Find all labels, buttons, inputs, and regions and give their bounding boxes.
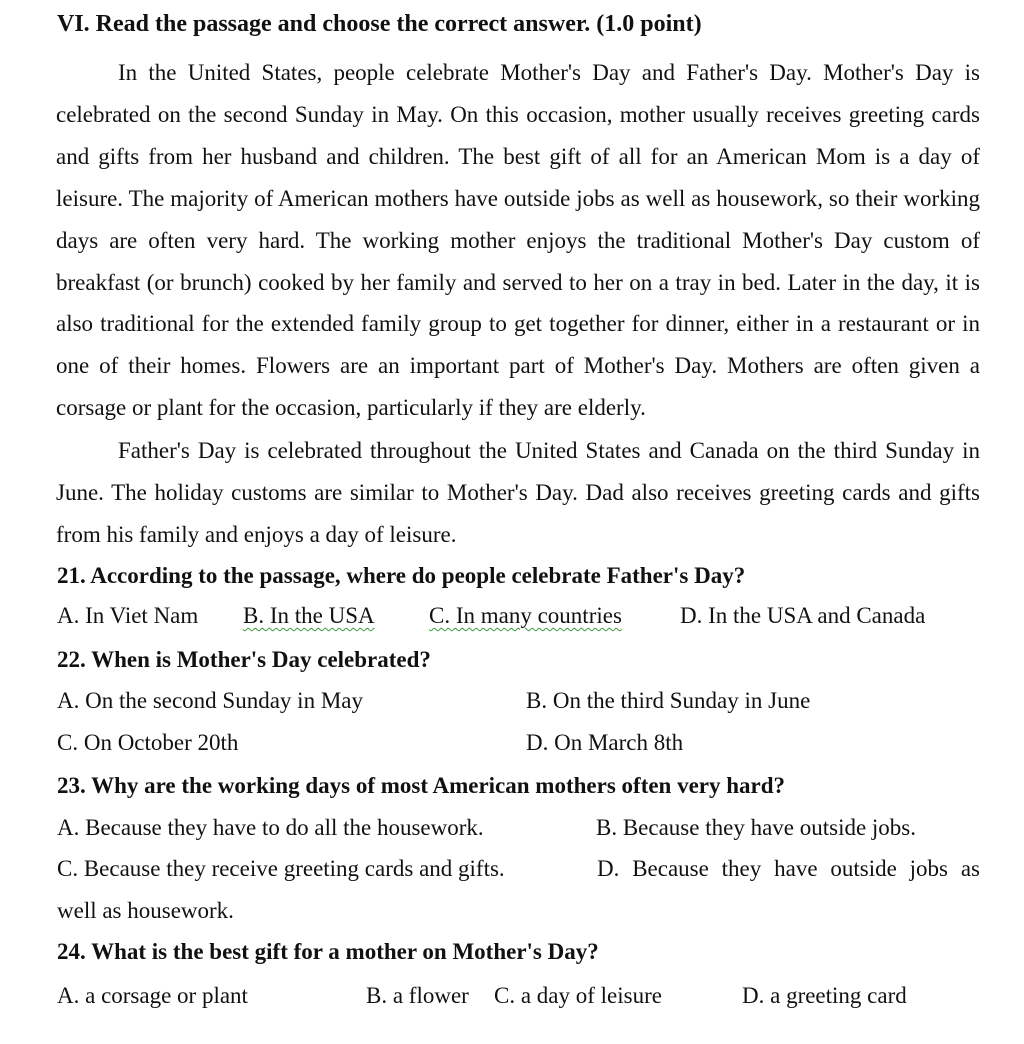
passage-paragraph-1: In the United States, people celebrate Mother's Day and Father's Day. Mother's Day is celebrated on the second Sunday in May. On this occasion, mother usually receives greeting cards and gifts from her husband and children. The best gift of all for an American Mom is a day of leisure. The majority of American mothers have outside jobs as well as housework, so their working days are often very hard. The working mother enjoys the traditional Mother's Day custom of breakfast (or brunch) cooked by her family and served to her on a tray in bed. Later in the day, it is also traditional for the extended family group to get together for dinner, either in a restaurant or in one of their homes. Flowers are an important part of Mother's Day. Mothers are often given a corsage or plant for the occasion, particularly if they are elderly. xyxy=(56,60,980,421)
question-24: 24. What is the best gift for a mother on Mother's Day? xyxy=(57,939,599,964)
q21-option-b: B. In the USA xyxy=(243,603,375,628)
question-22: 22. When is Mother's Day celebrated? xyxy=(57,647,431,672)
q22-option-d: D. On March 8th xyxy=(526,730,684,755)
q22-option-c: C. On October 20th xyxy=(57,730,239,755)
q22-option-a: A. On the second Sunday in May xyxy=(57,688,363,713)
q21-option-a: A. In Viet Nam xyxy=(57,603,199,628)
question-23: 23. Why are the working days of most American mothers often very hard? xyxy=(57,773,786,798)
q23-option-c: C. Because they receive greeting cards and gifts. xyxy=(57,856,505,881)
q23-option-d: D. Because they have outside jobs as well as housework. xyxy=(57,856,980,923)
q23-option-b: B. Because they have outside jobs. xyxy=(596,815,917,840)
passage-paragraph-2: Father's Day is celebrated throughout the United States and Canada on the third Sunday in June. The holiday customs are similar to Mother's Day. Dad also receives greeting cards and gifts from his family and enjoys a day of leisure. xyxy=(56,438,980,547)
question-21: 21. According to the passage, where do people celebrate Father's Day? xyxy=(57,563,746,588)
q23-option-a: A. Because they have to do all the housework. xyxy=(57,815,484,840)
section-heading: VI. Read the passage and choose the correct answer. (1.0 point) xyxy=(57,11,702,37)
q22-option-b: B. On the third Sunday in June xyxy=(526,688,811,713)
q21-option-d: D. In the USA and Canada xyxy=(680,603,926,628)
q24-option-a: A. a corsage or plant xyxy=(57,983,248,1008)
q24-option-c: C. a day of leisure xyxy=(494,983,662,1008)
q21-option-c: C. In many countries xyxy=(429,603,622,628)
q24-option-d: D. a greeting card xyxy=(742,983,907,1008)
q24-option-b: B. a flower xyxy=(366,983,469,1008)
